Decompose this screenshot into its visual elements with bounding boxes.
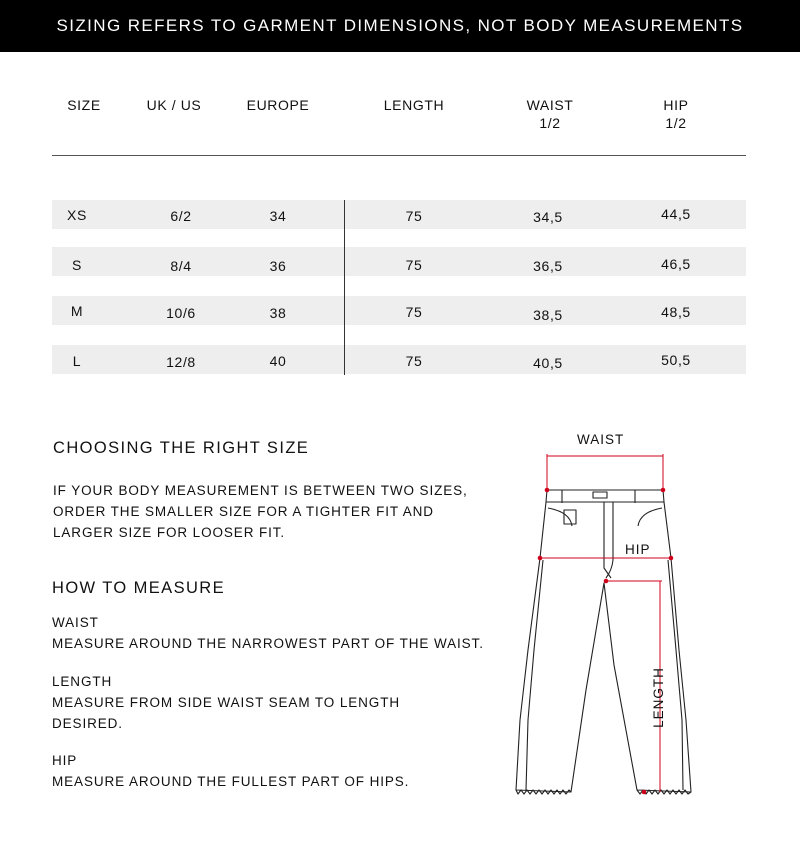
length-description: [52, 692, 400, 734]
header-europe: EUROPE: [246, 97, 310, 113]
table-row: [52, 247, 746, 276]
length-label: LENGTH: [650, 667, 666, 728]
hip-description: MEASURE AROUND THE FULLEST PART OF HIPS.: [52, 774, 410, 789]
jeans-measurement-illustration: [500, 420, 730, 820]
cell-hip: 44,5: [661, 206, 691, 222]
cell-size: XS: [67, 207, 87, 223]
cell-europe: 36: [269, 258, 287, 274]
waist-label: WAIST: [577, 432, 625, 447]
cell-europe: 34: [269, 208, 287, 224]
header-size: SIZE: [67, 97, 101, 113]
header-divider: [52, 155, 746, 156]
cell-length: 75: [405, 353, 423, 369]
waist-heading: WAIST: [52, 615, 99, 630]
cell-hip: 46,5: [661, 256, 691, 272]
cell-waist: 40,5: [533, 355, 563, 371]
table-row: [52, 200, 746, 229]
cell-uk-us: 6/2: [170, 208, 192, 224]
column-divider: [344, 200, 345, 375]
choosing-line: IF YOUR BODY MEASUREMENT IS BETWEEN TWO SIZES,: [53, 483, 468, 498]
choosing-line: ORDER THE SMALLER SIZE FOR A TIGHTER FIT AND: [53, 504, 434, 519]
table-row: [52, 296, 746, 325]
cell-size: L: [72, 353, 82, 369]
waist-description: MEASURE AROUND THE NARROWEST PART OF THE WAIST.: [52, 636, 484, 651]
header-length: LENGTH: [383, 97, 445, 113]
header-uk-us: UK / US: [146, 97, 202, 113]
cell-europe: 38: [269, 305, 287, 321]
jeans-icon: [500, 420, 730, 820]
length-line: DESIRED.: [52, 716, 123, 731]
header-waist: WAIST 1/2: [526, 97, 574, 131]
cell-hip: 50,5: [661, 352, 691, 368]
table-row: [52, 345, 746, 374]
hip-label: HIP: [625, 542, 651, 557]
choosing-text: [53, 480, 468, 543]
cell-hip: 48,5: [661, 304, 691, 320]
cell-uk-us: 12/8: [166, 354, 196, 370]
hip-heading: HIP: [52, 753, 78, 768]
cell-length: 75: [405, 208, 423, 224]
cell-length: 75: [405, 257, 423, 273]
length-heading: LENGTH: [52, 674, 113, 689]
cell-uk-us: 8/4: [170, 258, 192, 274]
cell-uk-us: 10/6: [166, 305, 196, 321]
cell-waist: 38,5: [533, 307, 563, 323]
cell-waist: 34,5: [533, 209, 563, 225]
how-to-measure-title: HOW TO MEASURE: [52, 579, 226, 597]
cell-size: S: [72, 257, 82, 273]
cell-europe: 40: [269, 353, 287, 369]
cell-length: 75: [405, 304, 423, 320]
choosing-line: LARGER SIZE FOR LOOSER FIT.: [53, 525, 286, 540]
cell-waist: 36,5: [533, 258, 563, 274]
length-line: MEASURE FROM SIDE WAIST SEAM TO LENGTH: [52, 695, 400, 710]
banner: SIZING REFERS TO GARMENT DIMENSIONS, NOT BODY MEASUREMENTS: [0, 0, 800, 52]
header-hip: HIP 1/2: [663, 97, 689, 131]
cell-size: M: [70, 303, 84, 319]
choosing-title: CHOOSING THE RIGHT SIZE: [53, 439, 310, 457]
